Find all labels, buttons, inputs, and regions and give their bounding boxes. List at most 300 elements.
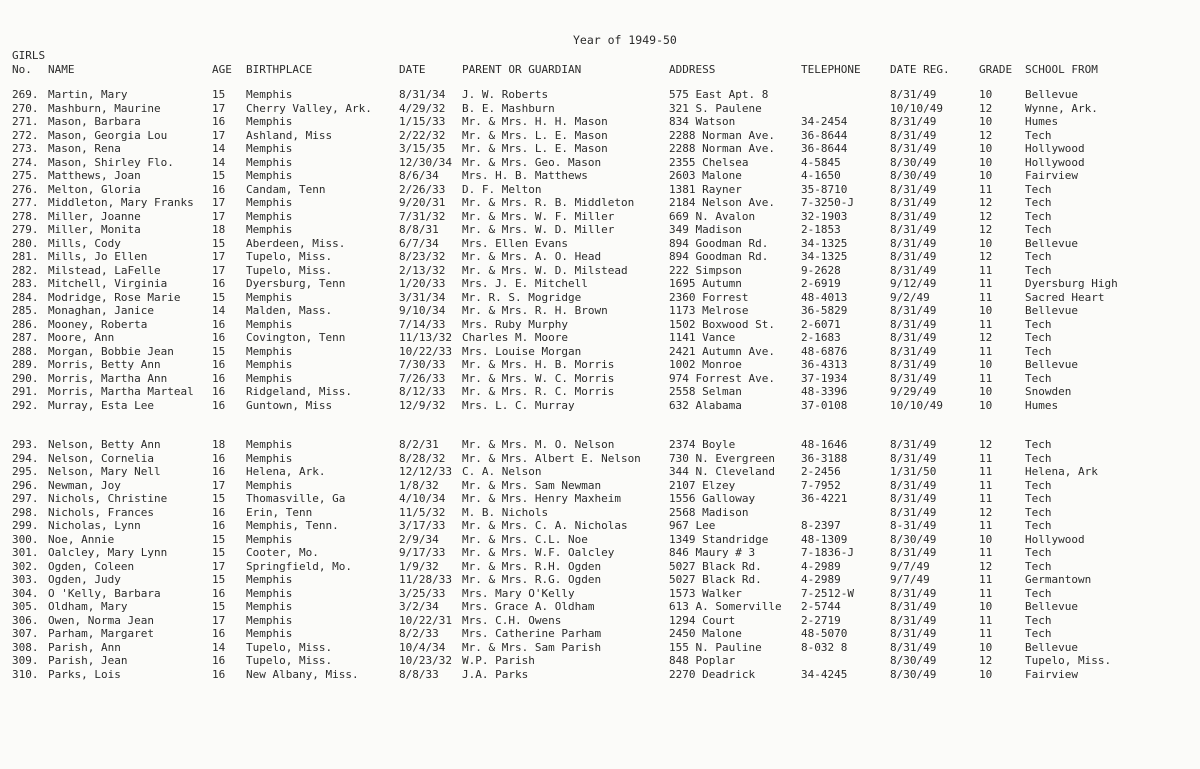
cell-date-registered: 9/29/49 (890, 385, 937, 398)
cell-school-from: Tech (1025, 438, 1052, 451)
cell-parent-guardian: D. F. Melton (462, 182, 542, 196)
cell-record-no: 303. (12, 573, 39, 586)
cell-school-from: Bellevue (1025, 236, 1078, 250)
cell-grade: 10 (979, 169, 993, 182)
cell-school-from: Tech (1025, 586, 1052, 600)
header-name: NAME (48, 63, 75, 76)
cell-grade: 11 (979, 451, 993, 465)
table-row (0, 318, 1200, 332)
table-row (0, 88, 1200, 102)
table-row (0, 142, 1200, 156)
cell-birthplace: Memphis (246, 155, 293, 169)
cell-address: 894 Goodman Rd. (669, 236, 769, 250)
cell-birth-date: 3/25/33 (399, 586, 446, 600)
cell-school-from: Dyersburg High (1025, 277, 1118, 290)
cell-telephone: 4-2989 (801, 559, 841, 573)
cell-student-name: Noe, Annie (48, 532, 115, 546)
cell-date-registered: 8/31/49 (890, 613, 937, 627)
cell-address: 2568 Madison (669, 505, 749, 519)
table-row (0, 358, 1200, 372)
cell-student-name: Miller, Joanne (48, 209, 141, 223)
cell-birth-date: 8/2/31 (399, 438, 439, 451)
cell-date-registered: 8/31/49 (890, 505, 937, 519)
cell-grade: 11 (979, 613, 993, 627)
cell-birthplace: Ridgeland, Miss. (246, 385, 352, 398)
cell-age: 15 (212, 532, 226, 546)
cell-parent-guardian: Mrs. Catherine Parham (462, 627, 602, 640)
cell-school-from: Bellevue (1025, 640, 1078, 654)
cell-record-no: 275. (12, 169, 39, 182)
cell-record-no: 291. (12, 385, 39, 398)
cell-age: 14 (212, 142, 226, 155)
cell-grade: 11 (979, 344, 993, 358)
records-block-1 (0, 88, 1200, 412)
cell-student-name: O 'Kelly, Barbara (48, 586, 161, 600)
cell-telephone: 36-5829 (801, 304, 848, 317)
cell-birthplace: Memphis (246, 451, 293, 465)
cell-grade: 12 (979, 223, 993, 236)
table-row (0, 250, 1200, 264)
cell-address: 2374 Boyle (669, 438, 736, 451)
cell-record-no: 280. (12, 236, 39, 250)
cell-age: 15 (212, 290, 226, 304)
cell-student-name: Mason, Rena (48, 142, 121, 155)
cell-record-no: 289. (12, 358, 39, 371)
cell-address: 155 N. Pauline (669, 640, 762, 654)
cell-date-registered: 10/10/49 (890, 101, 943, 115)
cell-date-registered: 8/31/49 (890, 451, 937, 465)
cell-record-no: 282. (12, 263, 39, 277)
header-address: ADDRESS (669, 63, 716, 76)
cell-school-from: Tech (1025, 128, 1052, 142)
cell-birth-date: 12/30/34 (399, 155, 452, 169)
cell-telephone: 36-8644 (801, 128, 848, 142)
cell-school-from: Humes (1025, 115, 1059, 128)
cell-grade: 12 (979, 654, 993, 667)
cell-parent-guardian: C. A. Nelson (462, 465, 542, 478)
cell-parent-guardian: Mr. & Mrs. R.G. Ogden (462, 573, 602, 586)
cell-record-no: 299. (12, 519, 39, 532)
cell-student-name: Oldham, Mary (48, 600, 128, 613)
cell-grade: 10 (979, 304, 993, 317)
cell-telephone: 4-2989 (801, 573, 841, 586)
cell-grade: 12 (979, 438, 993, 451)
cell-telephone: 48-5070 (801, 627, 848, 640)
cell-telephone: 7-3250-J (801, 196, 854, 209)
cell-address: 894 Goodman Rd. (669, 250, 769, 263)
table-row (0, 102, 1200, 116)
cell-school-from: Helena, Ark (1025, 465, 1098, 478)
records-block-2 (0, 438, 1200, 681)
cell-grade: 11 (979, 371, 993, 385)
cell-birthplace: Covington, Tenn (246, 331, 346, 344)
cell-birth-date: 7/26/33 (399, 371, 446, 385)
cell-birth-date: 9/17/33 (399, 546, 446, 559)
cell-age: 16 (212, 371, 226, 385)
table-row (0, 291, 1200, 305)
cell-parent-guardian: Mr. & Mrs. Henry Maxheim (462, 492, 621, 505)
cell-grade: 11 (979, 573, 993, 586)
cell-student-name: Milstead, LaFelle (48, 263, 161, 277)
cell-student-name: Mooney, Roberta (48, 317, 148, 331)
cell-student-name: Parham, Margaret (48, 627, 154, 640)
cell-grade: 12 (979, 559, 993, 573)
cell-date-registered: 8/30/49 (890, 654, 937, 667)
cell-address: 5027 Black Rd. (669, 573, 762, 586)
cell-telephone: 2-2719 (801, 613, 841, 627)
table-row (0, 438, 1200, 452)
cell-date-registered: 8/31/49 (890, 358, 937, 371)
cell-record-no: 284. (12, 290, 39, 304)
cell-record-no: 287. (12, 331, 39, 344)
cell-parent-guardian: Mr. & Mrs. C. A. Nicholas (462, 519, 628, 532)
cell-telephone: 8-032 8 (801, 640, 848, 654)
cell-age: 15 (212, 344, 226, 358)
cell-grade: 10 (979, 142, 993, 155)
cell-birth-date: 12/12/33 (399, 465, 452, 478)
cell-birth-date: 8/23/32 (399, 250, 446, 263)
cell-grade: 11 (979, 317, 993, 331)
cell-grade: 11 (979, 290, 993, 304)
cell-record-no: 308. (12, 640, 39, 654)
cell-address: 632 Alabama (669, 398, 742, 412)
cell-age: 15 (212, 88, 226, 101)
cell-school-from: Tech (1025, 613, 1052, 627)
header-grade: GRADE (979, 63, 1013, 76)
cell-date-registered: 8/31/49 (890, 209, 937, 223)
cell-parent-guardian: Mr. & Mrs. Geo. Mason (462, 155, 602, 169)
table-row (0, 183, 1200, 197)
cell-school-from: Sacred Heart (1025, 290, 1105, 304)
cell-school-from: Tech (1025, 451, 1052, 465)
table-row (0, 506, 1200, 520)
cell-birthplace: Thomasville, Ga (246, 492, 346, 505)
cell-date-registered: 8/31/49 (890, 196, 937, 209)
cell-date-registered: 8/31/49 (890, 492, 937, 505)
cell-grade: 10 (979, 600, 993, 613)
cell-student-name: Morris, Betty Ann (48, 358, 161, 371)
cell-student-name: Martin, Mary (48, 88, 128, 101)
cell-age: 15 (212, 236, 226, 250)
cell-age: 16 (212, 519, 226, 532)
cell-telephone: 4-1650 (801, 169, 841, 182)
table-row (0, 129, 1200, 143)
cell-birth-date: 1/15/33 (399, 115, 446, 128)
cell-address: 349 Madison (669, 223, 742, 236)
cell-birthplace: Memphis (246, 196, 293, 209)
cell-telephone: 34-1325 (801, 236, 848, 250)
cell-date-registered: 8/30/49 (890, 155, 937, 169)
cell-school-from: Wynne, Ark. (1025, 101, 1098, 115)
cell-school-from: Tech (1025, 223, 1052, 236)
cell-address: 1294 Court (669, 613, 736, 627)
cell-date-registered: 8/31/49 (890, 250, 937, 263)
cell-address: 613 A. Somerville (669, 600, 782, 613)
cell-student-name: Newman, Joy (48, 478, 121, 492)
cell-school-from: Tech (1025, 505, 1052, 519)
cell-age: 17 (212, 101, 226, 115)
cell-address: 2288 Norman Ave. (669, 142, 775, 155)
cell-school-from: Tech (1025, 263, 1052, 277)
cell-parent-guardian: Mrs. J. E. Mitchell (462, 277, 588, 290)
cell-birth-date: 4/10/34 (399, 492, 446, 505)
cell-telephone: 36-3188 (801, 451, 848, 465)
cell-parent-guardian: Mr. & Mrs. L. E. Mason (462, 142, 608, 155)
cell-birth-date: 3/15/35 (399, 142, 446, 155)
cell-birth-date: 7/31/32 (399, 209, 446, 223)
cell-birth-date: 10/22/31 (399, 613, 452, 627)
cell-address: 1381 Rayner (669, 182, 742, 196)
cell-student-name: Moore, Ann (48, 331, 115, 344)
cell-birth-date: 7/30/33 (399, 358, 446, 371)
cell-record-no: 273. (12, 142, 39, 155)
cell-telephone: 36-8644 (801, 142, 848, 155)
header-date: DATE (399, 63, 426, 76)
cell-date-registered: 9/12/49 (890, 277, 937, 290)
cell-address: 730 N. Evergreen (669, 451, 775, 465)
cell-school-from: Tech (1025, 371, 1052, 385)
table-row (0, 169, 1200, 183)
table-row (0, 156, 1200, 170)
cell-grade: 11 (979, 478, 993, 492)
cell-grade: 11 (979, 465, 993, 478)
cell-address: 846 Maury # 3 (669, 546, 756, 559)
cell-student-name: Owen, Norma Jean (48, 613, 154, 627)
cell-birth-date: 3/31/34 (399, 290, 446, 304)
cell-birthplace: Guntown, Miss (246, 398, 333, 412)
cell-record-no: 302. (12, 559, 39, 573)
cell-telephone: 2-1683 (801, 331, 841, 344)
cell-record-no: 304. (12, 586, 39, 600)
cell-parent-guardian: Mr. & Mrs. R. H. Brown (462, 304, 608, 317)
cell-parent-guardian: Mr. & Mrs. W. D. Milstead (462, 263, 628, 277)
cell-record-no: 296. (12, 478, 39, 492)
cell-record-no: 270. (12, 101, 39, 115)
cell-birth-date: 8/6/34 (399, 169, 439, 182)
cell-parent-guardian: Mr. & Mrs. R.H. Ogden (462, 559, 602, 573)
cell-student-name: Mashburn, Maurine (48, 101, 161, 115)
cell-birth-date: 8/8/31 (399, 223, 439, 236)
cell-school-from: Bellevue (1025, 88, 1078, 101)
cell-birthplace: Memphis (246, 209, 293, 223)
cell-date-registered: 8/31/49 (890, 88, 937, 101)
cell-grade: 10 (979, 532, 993, 546)
cell-birth-date: 2/26/33 (399, 182, 446, 196)
cell-student-name: Ogden, Coleen (48, 559, 135, 573)
cell-birthplace: Tupelo, Miss. (246, 654, 333, 667)
cell-record-no: 295. (12, 465, 39, 478)
cell-date-registered: 8/31/49 (890, 304, 937, 317)
cell-school-from: Tech (1025, 546, 1052, 559)
cell-birthplace: Memphis (246, 613, 293, 627)
cell-birthplace: Springfield, Mo. (246, 559, 352, 573)
cell-school-from: Humes (1025, 398, 1059, 412)
cell-date-registered: 8/31/49 (890, 128, 937, 142)
cell-student-name: Morgan, Bobbie Jean (48, 344, 174, 358)
cell-address: 2603 Malone (669, 169, 742, 182)
cell-address: 2355 Chelsea (669, 155, 749, 169)
cell-address: 848 Poplar (669, 654, 736, 667)
cell-age: 15 (212, 573, 226, 586)
cell-school-from: Tech (1025, 196, 1052, 209)
cell-telephone: 4-5845 (801, 155, 841, 169)
cell-age: 16 (212, 317, 226, 331)
cell-telephone: 35-8710 (801, 182, 848, 196)
cell-birthplace: Memphis (246, 438, 293, 451)
cell-school-from: Tech (1025, 250, 1052, 263)
cell-parent-guardian: Mr. & Mrs. Albert E. Nelson (462, 451, 641, 465)
cell-student-name: Parks, Lois (48, 667, 121, 681)
cell-student-name: Modridge, Rose Marie (48, 290, 181, 304)
cell-student-name: Mason, Barbara (48, 115, 141, 128)
cell-record-no: 301. (12, 546, 39, 559)
cell-date-registered: 8/30/49 (890, 532, 937, 546)
cell-grade: 12 (979, 101, 993, 115)
cell-date-registered: 8/31/49 (890, 236, 937, 250)
cell-birthplace: Erin, Tenn (246, 505, 313, 519)
cell-student-name: Parish, Jean (48, 654, 128, 667)
cell-telephone: 37-1934 (801, 371, 848, 385)
cell-telephone: 34-1325 (801, 250, 848, 263)
cell-date-registered: 8/30/49 (890, 667, 937, 681)
cell-record-no: 305. (12, 600, 39, 613)
table-row (0, 196, 1200, 210)
cell-record-no: 272. (12, 128, 39, 142)
cell-student-name: Morris, Martha Marteal (48, 385, 194, 398)
table-row (0, 372, 1200, 386)
cell-telephone: 48-1309 (801, 532, 848, 546)
cell-date-registered: 9/7/49 (890, 573, 930, 586)
cell-school-from: Tech (1025, 478, 1052, 492)
cell-address: 967 Lee (669, 519, 716, 532)
cell-date-registered: 8/31/49 (890, 478, 937, 492)
cell-record-no: 283. (12, 277, 39, 290)
cell-birthplace: Memphis (246, 344, 293, 358)
cell-date-registered: 8/31/49 (890, 115, 937, 128)
cell-age: 17 (212, 250, 226, 263)
cell-record-no: 306. (12, 613, 39, 627)
cell-grade: 10 (979, 398, 993, 412)
cell-record-no: 271. (12, 115, 39, 128)
cell-address: 5027 Black Rd. (669, 559, 762, 573)
table-row (0, 573, 1200, 587)
table-row (0, 399, 1200, 413)
cell-record-no: 276. (12, 182, 39, 196)
cell-parent-guardian: Mr. & Mrs. Sam Newman (462, 478, 602, 492)
table-row (0, 560, 1200, 574)
cell-age: 18 (212, 438, 226, 451)
cell-school-from: Tech (1025, 317, 1052, 331)
cell-date-registered: 8/31/49 (890, 438, 937, 451)
cell-birthplace: Memphis (246, 371, 293, 385)
table-row (0, 277, 1200, 291)
cell-grade: 10 (979, 640, 993, 654)
cell-parent-guardian: Mrs. Mary O'Kelly (462, 586, 575, 600)
header-telephone: TELEPHONE (801, 63, 861, 76)
cell-student-name: Morris, Martha Ann (48, 371, 168, 385)
cell-birth-date: 3/17/33 (399, 519, 446, 532)
cell-grade: 11 (979, 277, 993, 290)
cell-age: 16 (212, 277, 226, 290)
cell-age: 14 (212, 640, 226, 654)
cell-school-from: Hollywood (1025, 142, 1085, 155)
cell-parent-guardian: Mr. & Mrs. L. E. Mason (462, 128, 608, 142)
cell-school-from: Hollywood (1025, 155, 1085, 169)
cell-age: 15 (212, 169, 226, 182)
cell-parent-guardian: Mr. R. S. Mogridge (462, 290, 582, 304)
cell-record-no: 307. (12, 627, 39, 640)
cell-birthplace: Memphis (246, 532, 293, 546)
cell-age: 16 (212, 586, 226, 600)
table-row (0, 641, 1200, 655)
cell-birthplace: Tupelo, Miss. (246, 250, 333, 263)
cell-telephone: 9-2628 (801, 263, 841, 277)
table-row (0, 304, 1200, 318)
cell-grade: 12 (979, 331, 993, 344)
cell-telephone: 48-6876 (801, 344, 848, 358)
cell-birthplace: Candam, Tenn (246, 182, 326, 196)
cell-student-name: Mason, Shirley Flo. (48, 155, 174, 169)
cell-age: 15 (212, 600, 226, 613)
cell-address: 1349 Standridge (669, 532, 769, 546)
cell-birthplace: Malden, Mass. (246, 304, 333, 317)
cell-parent-guardian: Mrs. Ruby Murphy (462, 317, 568, 331)
cell-student-name: Nicholas, Lynn (48, 519, 141, 532)
cell-telephone: 36-4313 (801, 358, 848, 371)
cell-school-from: Tech (1025, 209, 1052, 223)
cell-parent-guardian: Mr. & Mrs. W. C. Morris (462, 371, 615, 385)
cell-grade: 10 (979, 358, 993, 371)
cell-parent-guardian: Mrs. Louise Morgan (462, 344, 582, 358)
cell-birthplace: Memphis (246, 169, 293, 182)
cell-address: 1502 Boxwood St. (669, 317, 775, 331)
cell-record-no: 285. (12, 304, 39, 317)
cell-parent-guardian: Mr. & Mrs. A. O. Head (462, 250, 602, 263)
cell-student-name: Middleton, Mary Franks (48, 196, 194, 209)
cell-grade: 11 (979, 586, 993, 600)
cell-student-name: Mills, Cody (48, 236, 121, 250)
cell-address: 1141 Vance (669, 331, 736, 344)
cell-record-no: 292. (12, 398, 39, 412)
cell-birth-date: 10/4/34 (399, 640, 446, 654)
cell-age: 15 (212, 492, 226, 505)
table-row (0, 264, 1200, 278)
cell-birth-date: 8/2/33 (399, 627, 439, 640)
cell-age: 16 (212, 667, 226, 681)
cell-telephone: 36-4221 (801, 492, 848, 505)
cell-telephone: 8-2397 (801, 519, 841, 532)
cell-parent-guardian: M. B. Nichols (462, 505, 549, 519)
table-row (0, 465, 1200, 479)
table-row (0, 223, 1200, 237)
cell-birth-date: 11/13/32 (399, 331, 452, 344)
cell-birth-date: 4/29/32 (399, 101, 446, 115)
cell-school-from: Bellevue (1025, 304, 1078, 317)
cell-birthplace: Memphis, Tenn. (246, 519, 339, 532)
cell-parent-guardian: Mr. & Mrs. W. F. Miller (462, 209, 615, 223)
table-row (0, 479, 1200, 493)
cell-grade: 10 (979, 115, 993, 128)
table-row (0, 587, 1200, 601)
table-row (0, 452, 1200, 466)
cell-record-no: 300. (12, 532, 39, 546)
cell-age: 16 (212, 654, 226, 667)
cell-birth-date: 8/8/33 (399, 667, 439, 681)
cell-school-from: Bellevue (1025, 358, 1078, 371)
column-header-row (0, 63, 1200, 77)
cell-date-registered: 8-31/49 (890, 519, 937, 532)
table-row (0, 546, 1200, 560)
